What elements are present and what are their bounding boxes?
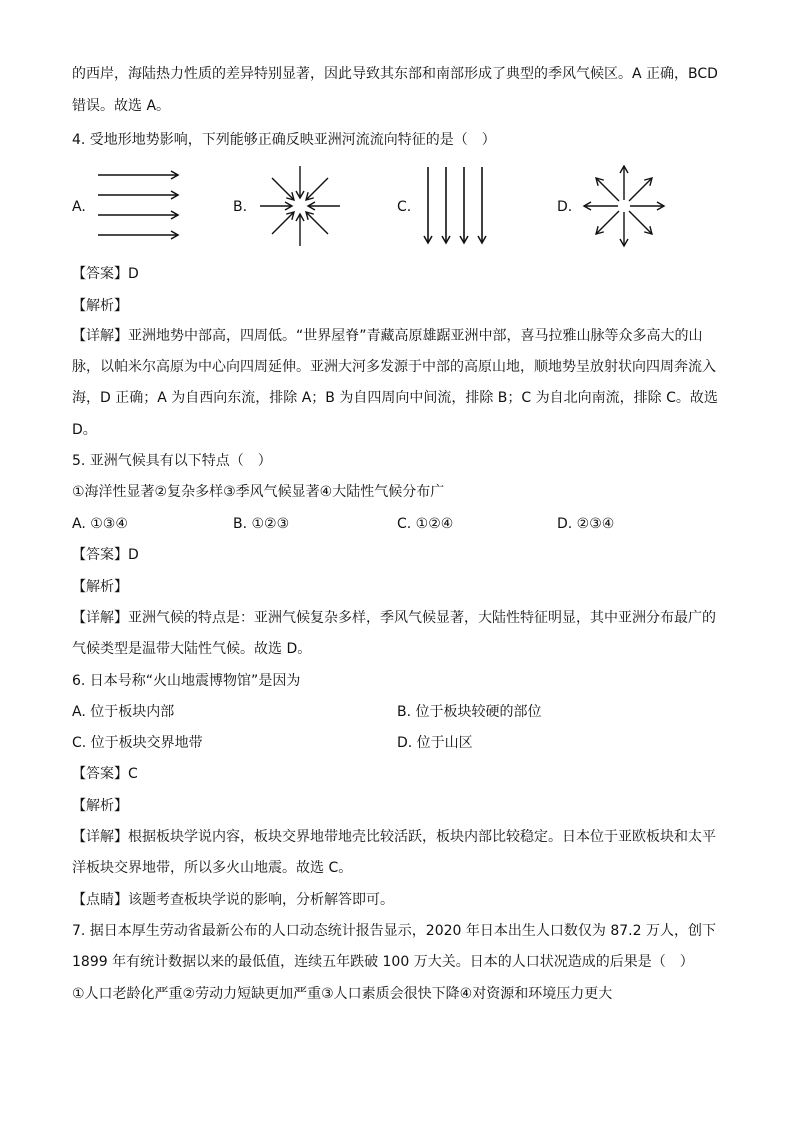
question-4: 4. 受地形地势影响，下列能够正确反映亚洲河流流向特征的是（ ） xyxy=(72,132,496,148)
q6-option-a: A. 位于板块内部 xyxy=(72,704,175,720)
question-7-cont: 1899 年有统计数据以来的最低值，连续五年跌破 100 万大关。日本的人口状况造成的后果是（ ） xyxy=(72,954,694,970)
q5-option-a: A. ①③④ xyxy=(72,516,128,532)
analysis-label: 【解析】 xyxy=(72,579,128,595)
analysis-label: 【解析】 xyxy=(72,298,128,314)
q6-option-d: D. 位于山区 xyxy=(397,735,473,751)
answer-label: 【答案】C xyxy=(72,766,138,782)
explanation-line: 海，D 正确；A 为自西向东流，排除 A；B 为自四周向中间流，排除 B；C 为自北向南流，排除 C。故选 xyxy=(72,390,718,406)
q4-option-a-label: A. xyxy=(72,199,86,215)
q6-option-b: B. 位于板块较硬的部位 xyxy=(397,704,542,720)
explanation-line: 【详解】亚洲地势中部高，四周低。“世界屋脊”青藏高原雄踞亚洲中部，喜马拉雅山脉等众多高大的山 xyxy=(72,328,703,344)
q6-option-c: C. 位于板块交界地带 xyxy=(72,735,203,751)
q5-option-b: B. ①②③ xyxy=(233,516,290,532)
explanation-line: 脉，以帕米尔高原为中心向四周延伸。亚洲大河多发源于中部的高原山地，顺地势呈放射状向四周奔流入 xyxy=(72,359,716,375)
explanation-line: 【详解】亚洲气候的特点是：亚洲气候复杂多样，季风气候显著，大陆性特征明显，其中亚洲分布最广的 xyxy=(72,610,716,626)
q4-option-b-label: B. xyxy=(233,199,248,215)
radiating-arrows-figure xyxy=(581,163,667,249)
question-5: 5. 亚洲气候具有以下特点（ ） xyxy=(72,453,272,469)
explanation-line: 气候类型是温带大陆性气候。故选 D。 xyxy=(72,641,312,657)
q4-option-d-label: D. xyxy=(557,199,573,215)
explanation-line: D。 xyxy=(72,422,97,438)
q7-statements: ①人口老龄化严重②劳动力短缺更加严重③人口素质会很快下降④对资源和环境压力更大 xyxy=(72,986,613,1002)
question-7: 7. 据日本厚生劳动省最新公布的人口动态统计报告显示，2020 年日本出生人口数仅为 87.2 万人，创下 xyxy=(72,923,716,939)
text-line: 的西岸，海陆热力性质的差异特别显著，因此导致其东部和南部形成了典型的季风气候区。A 正确，BCD xyxy=(72,66,718,82)
parallel-south-arrows-figure xyxy=(420,165,492,247)
q5-option-c: C. ①②④ xyxy=(397,516,454,532)
converging-arrows-figure xyxy=(257,163,343,249)
answer-label: 【答案】D xyxy=(72,547,139,563)
text-line: 错误。故选 A。 xyxy=(72,98,171,114)
explanation-line: 洋板块交界地带，所以多火山地震。故选 C。 xyxy=(72,860,353,876)
q4-option-c-label: C. xyxy=(397,199,412,215)
q5-option-d: D. ②③④ xyxy=(557,516,615,532)
parallel-east-arrows-figure xyxy=(96,165,186,245)
analysis-label: 【解析】 xyxy=(72,798,128,814)
answer-label: 【答案】D xyxy=(72,266,139,282)
question-6: 6. 日本号称“火山地震博物馆”是因为 xyxy=(72,673,301,689)
explanation-line: 【详解】根据板块学说内容，板块交界地带地壳比较活跃，板块内部比较稳定。日本位于亚欧板块和太平 xyxy=(72,829,716,845)
q5-statements: ①海洋性显著②复杂多样③季风气候显著④大陆性气候分布广 xyxy=(72,484,445,500)
comment-line: 【点睛】该题考查板块学说的影响，分析解答即可。 xyxy=(72,892,394,908)
